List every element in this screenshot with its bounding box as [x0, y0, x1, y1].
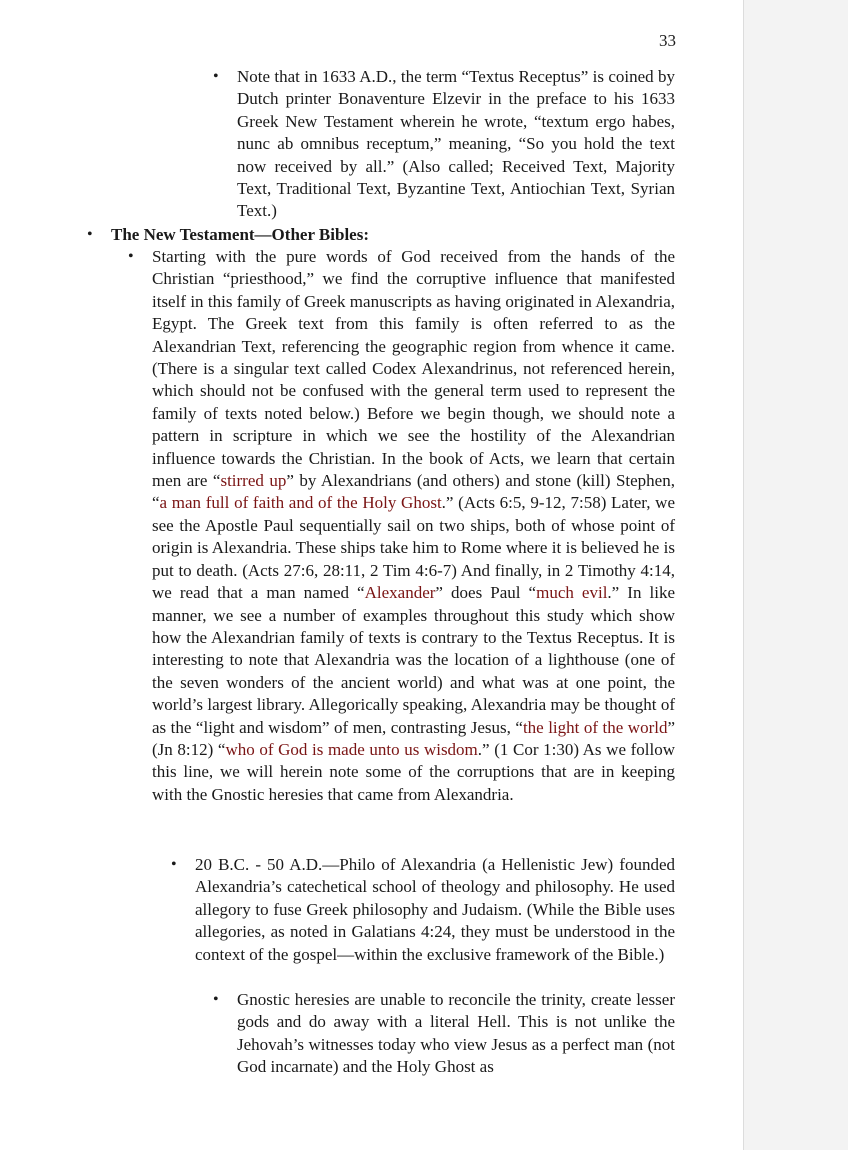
- bullet-icon: •: [87, 226, 93, 243]
- page-number: 33: [659, 31, 676, 50]
- scripture-quote: a man full of faith and of the Holy Ghost: [159, 493, 442, 513]
- gnostic-text: Gnostic heresies are unable to reconcile the trinity, create lesser gods and do away with a literal Hell. This is not unlike the Jehovah’s witnesses today who view Jesus as a perfect man (not God incarnate) and the Holy Ghost as: [237, 990, 675, 1077]
- scripture-quote: the light of the world: [522, 717, 668, 737]
- paragraph-text: ” by Alexandrians (and others) and stone (kill) Stephen, “: [152, 471, 675, 513]
- philo-text: 20 B.C. - 50 A.D.—Philo of Alexandria (a Hellenistic Jew) founded Alexandria’s catechetical school of theology and philosophy. He used allegory to fuse Greek philosophy and Judaism. (While the Bible uses allegories, as noted in Galatians 4:24, they must be understood in the context of the gospel—within the exclusive framework of the Bible.): [195, 855, 675, 964]
- paragraph-text: ” does Paul “: [435, 583, 537, 603]
- textus-receptus-text: Note that in 1633 A.D., the term “Textus Receptus” is coined by Dutch printer Bonaventure Elzevir in the preface to his 1633 Greek New Testament wherein he wrote, “textum ergo habes, nunc ab omnibus receptum,” meaning, “So you hold the text now received by all.” (Also called; Received Text, Majority Text, Traditional Text, Byzantine Text, Antiochian Text, Syrian Text.): [237, 67, 675, 221]
- scripture-quote: who of God is made unto us wisdom: [225, 739, 478, 759]
- bullet-icon: •: [171, 856, 177, 873]
- paragraph-text: .” (Acts 6:5, 9-12, 7:58) Later, we see the Apostle Paul sequentially sail on two ships, both of whose point of origin is Alexandria. These ships take him to Rome where it is believed he is put to death. (Acts 27:6, 28:11, 2 Tim 4:6-7) And finally, in 2 Timothy 4:14, we read that a man named “: [152, 493, 676, 603]
- philo-entry: [171, 854, 675, 966]
- scripture-quote: stirred up: [220, 471, 287, 491]
- section-heading-text: The New Testament—Other Bibles:: [111, 225, 369, 244]
- paragraph-text: .” (1 Cor 1:30) As we follow this line, we will herein note some of the corruptions that are in keeping with the Gnostic heresies that came from Alexandria.: [152, 739, 675, 804]
- scripture-quote: much evil: [536, 583, 608, 603]
- alexandria-paragraph: [128, 246, 676, 806]
- bullet-icon: •: [213, 991, 219, 1008]
- textus-receptus-note: [213, 66, 675, 223]
- paragraph-text: Starting with the pure words of God received from the hands of the Christian “priesthood,” we find the corruptive influence that manifested itself in this family of Greek manuscripts as having originated in Alexandria, Egypt. The Greek text from this family is often referred to as the Alexandrian Text, referencing the geographic region from whence it came. (There is a singular text called Codex Alexandrinus, not referenced herein, which should not be confused with the general term used to represent the family of texts noted below.) Before we begin though, we should note a pattern in scripture in which we see the hostility of the Alexandrian influence towards the Christian. In the book of Acts, we learn that certain men are “: [152, 247, 675, 491]
- paragraph-text: .” In like manner, we see a number of examples throughout this study which show how the Alexandrian family of texts is contrary to the Textus Receptus. It is interesting to note that Alexandria was the location of a lighthouse (one of the seven wonders of the ancient world) and what was at one point, the world’s largest library. Allegorically speaking, Alexandria may be thought of as the “light and wisdom” of men, contrasting Jesus, “: [152, 583, 675, 737]
- gnostic-note: [213, 989, 675, 1079]
- scripture-quote: Alexander: [364, 583, 436, 603]
- paragraph-text: ” (Jn 8:12) “: [152, 717, 675, 759]
- section-heading: [87, 224, 675, 246]
- bullet-icon: •: [128, 248, 134, 265]
- bullet-icon: •: [213, 68, 219, 85]
